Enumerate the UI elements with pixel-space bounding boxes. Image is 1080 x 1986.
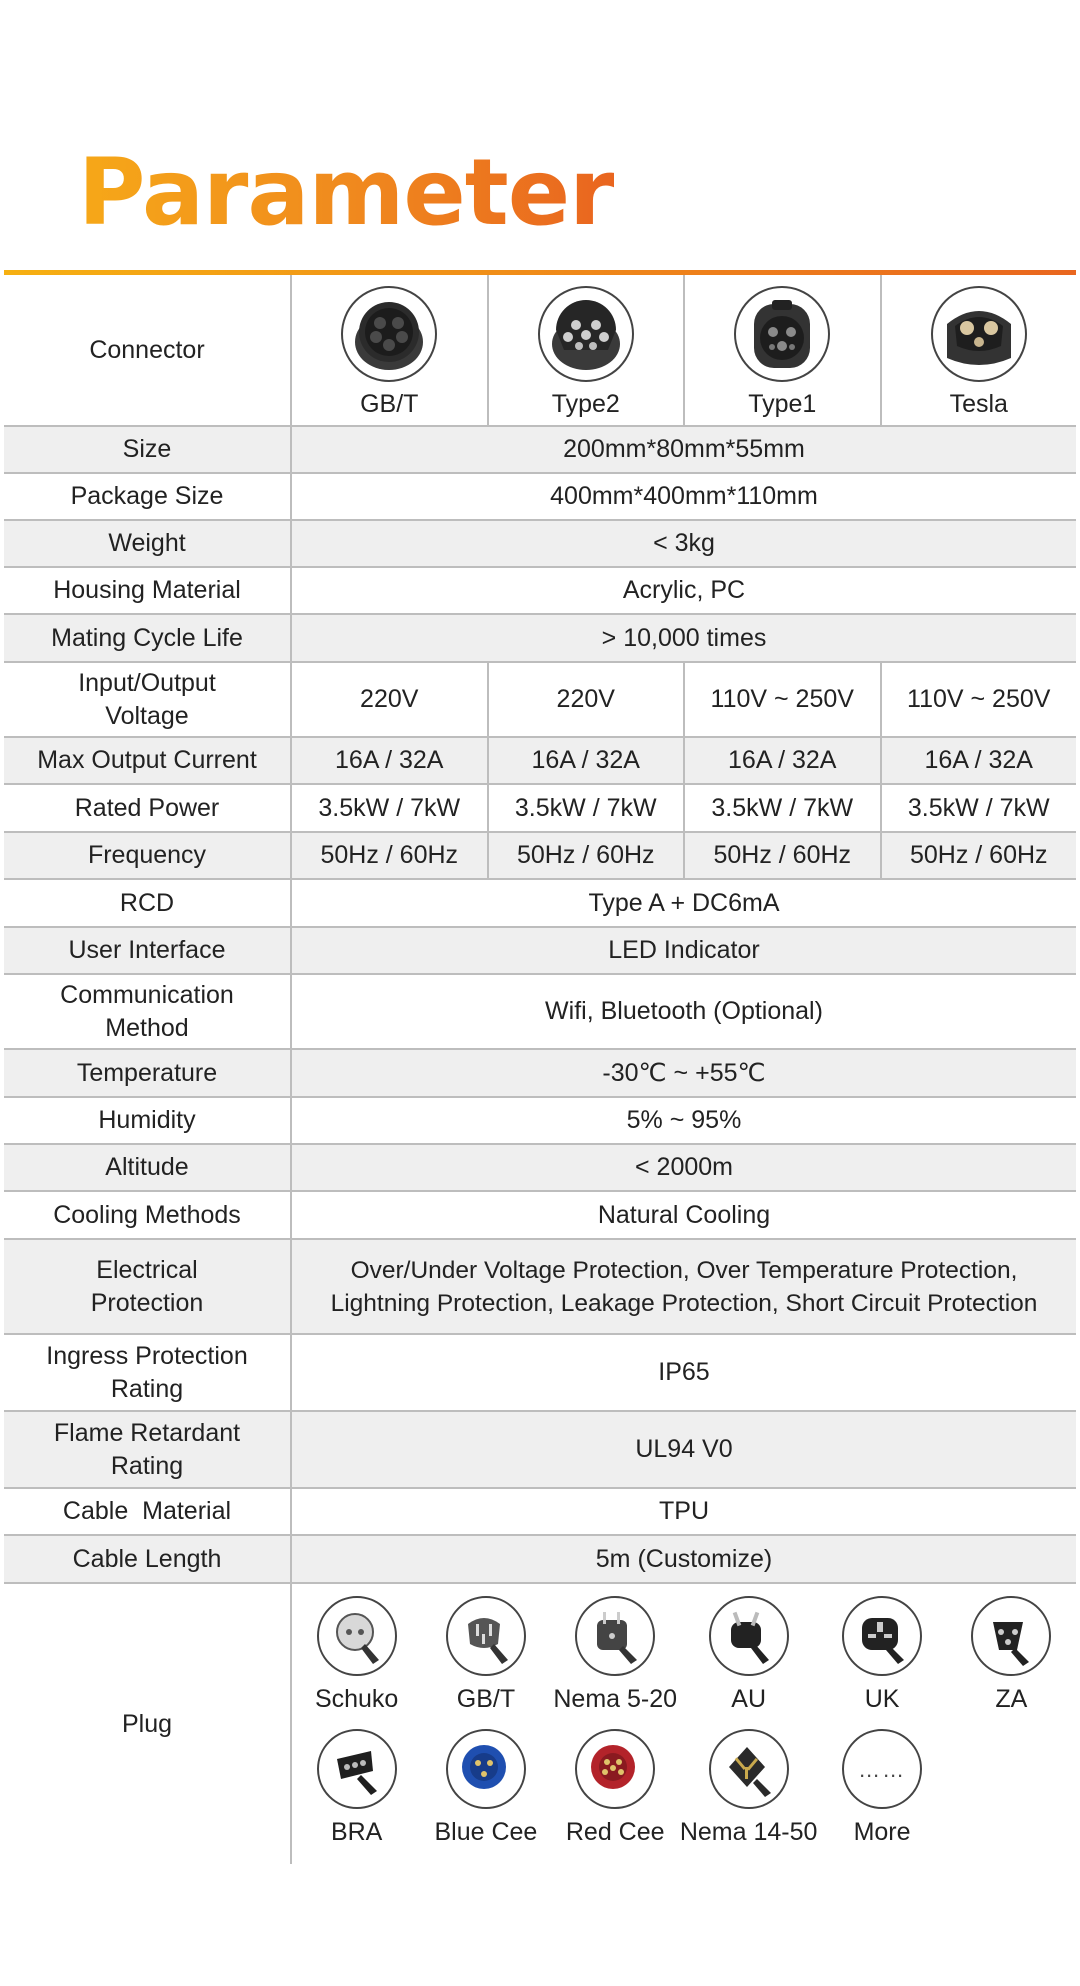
plug-item-red-cee xyxy=(551,1729,680,1849)
plug-item-au xyxy=(680,1596,818,1716)
plug-label: UK xyxy=(864,1685,900,1713)
label-line: Rating xyxy=(110,1451,184,1480)
row-label-connector: Connector xyxy=(4,275,290,427)
altitude-value: < 2000m xyxy=(290,1145,1076,1192)
connector-type1 xyxy=(683,275,880,427)
row-label-housing-material: Housing Material xyxy=(4,568,290,615)
size-value: 200mm*80mm*55mm xyxy=(290,427,1076,474)
row-label-temperature: Temperature xyxy=(4,1050,290,1098)
schuko-plug-icon xyxy=(317,1596,397,1676)
row-label-user-interface: User Interface xyxy=(4,928,290,975)
row-label-frequency: Frequency xyxy=(4,833,290,880)
gbt-plug-icon xyxy=(446,1596,526,1676)
row-label-size: Size xyxy=(4,427,290,474)
connector-name: Type2 xyxy=(551,390,620,418)
row-label-io-voltage xyxy=(4,663,290,738)
connector-name: Type1 xyxy=(748,390,817,418)
weight-value: < 3kg xyxy=(290,521,1076,568)
plug-options xyxy=(290,1584,1076,1864)
temperature-value: -30℃ ~ +55℃ xyxy=(290,1050,1076,1098)
connector-name: GB/T xyxy=(360,390,419,418)
label-line: Communication xyxy=(60,980,234,1009)
frequency-gbt: 50Hz / 60Hz xyxy=(290,833,487,880)
label-line: Rating xyxy=(110,1374,184,1403)
cable-length-value: 5m (Customize) xyxy=(290,1536,1076,1584)
plug-item-blue-cee xyxy=(421,1729,550,1849)
label-line: Ingress Protection xyxy=(46,1341,248,1370)
label-line: Electrical xyxy=(96,1255,198,1284)
communication-value: Wifi, Bluetooth (Optional) xyxy=(290,975,1076,1050)
bra-plug-icon xyxy=(317,1729,397,1809)
value-line: Over/Under Voltage Protection, Over Temperature Protection, xyxy=(350,1256,1018,1284)
package-size-value: 400mm*400mm*110mm xyxy=(290,474,1076,521)
value-line: Lightning Protection, Leakage Protection, Short Circuit Protection xyxy=(330,1289,1038,1317)
plug-label: BRA xyxy=(330,1818,383,1846)
plug-item-za xyxy=(947,1596,1076,1716)
connector-name: Tesla xyxy=(949,390,1008,418)
label-line: Protection xyxy=(90,1288,204,1317)
row-label-electrical-protection xyxy=(4,1240,290,1335)
plug-item-more xyxy=(817,1729,946,1849)
plug-grid xyxy=(292,1584,1076,1864)
rated-power-tesla: 3.5kW / 7kW xyxy=(880,785,1077,833)
plug-label: Red Cee xyxy=(565,1818,665,1846)
connector-gbt xyxy=(290,275,487,427)
rcd-value: Type A + DC6mA xyxy=(290,880,1076,928)
connector-type2 xyxy=(487,275,684,427)
label-line: Method xyxy=(105,1013,189,1042)
label-line: Flame Retardant xyxy=(53,1418,241,1447)
row-label-ingress-protection xyxy=(4,1335,290,1412)
page-title: Parameter xyxy=(78,139,614,246)
io-voltage-gbt: 220V xyxy=(290,663,487,738)
io-voltage-type2: 220V xyxy=(487,663,684,738)
plug-label: Blue Cee xyxy=(434,1818,538,1846)
nema-5-20-plug-icon xyxy=(575,1596,655,1676)
flame-retardant-value: UL94 V0 xyxy=(290,1412,1076,1489)
frequency-tesla: 50Hz / 60Hz xyxy=(880,833,1077,880)
row-label-flame-retardant xyxy=(4,1412,290,1489)
rated-power-gbt: 3.5kW / 7kW xyxy=(290,785,487,833)
user-interface-value: LED Indicator xyxy=(290,928,1076,975)
electrical-protection-value xyxy=(290,1240,1076,1335)
gbt-connector-icon xyxy=(341,286,437,382)
row-label-weight: Weight xyxy=(4,521,290,568)
za-plug-icon xyxy=(971,1596,1051,1676)
plug-label: Nema 5-20 xyxy=(553,1685,678,1713)
max-current-tesla: 16A / 32A xyxy=(880,738,1077,785)
red-cee-plug-icon xyxy=(575,1729,655,1809)
plug-label: Nema 14-50 xyxy=(679,1818,818,1846)
humidity-value: 5% ~ 95% xyxy=(290,1098,1076,1145)
frequency-type2: 50Hz / 60Hz xyxy=(487,833,684,880)
au-plug-icon xyxy=(709,1596,789,1676)
plug-label: AU xyxy=(731,1685,766,1713)
row-label-rated-power: Rated Power xyxy=(4,785,290,833)
housing-material-value: Acrylic, PC xyxy=(290,568,1076,615)
plug-label: More xyxy=(853,1818,911,1846)
plug-label: ZA xyxy=(995,1685,1028,1713)
plug-item-nema-5-20 xyxy=(551,1596,680,1716)
ingress-protection-value: IP65 xyxy=(290,1335,1076,1412)
rated-power-type2: 3.5kW / 7kW xyxy=(487,785,684,833)
plug-label: GB/T xyxy=(456,1685,516,1713)
connector-tesla xyxy=(880,275,1077,427)
row-label-package-size: Package Size xyxy=(4,474,290,521)
row-label-mating-cycle-life: Mating Cycle Life xyxy=(4,615,290,663)
io-voltage-tesla: 110V ~ 250V xyxy=(880,663,1077,738)
row-label-communication xyxy=(4,975,290,1050)
mating-cycle-life-value: > 10,000 times xyxy=(290,615,1076,663)
plug-item-nema-14-50 xyxy=(680,1729,818,1849)
more-dots: …… xyxy=(858,1756,907,1782)
plug-item-bra xyxy=(292,1729,421,1849)
nema-14-50-plug-icon xyxy=(709,1729,789,1809)
row-label-rcd: RCD xyxy=(4,880,290,928)
plug-item-schuko xyxy=(292,1596,421,1716)
max-current-type2: 16A / 32A xyxy=(487,738,684,785)
frequency-type1: 50Hz / 60Hz xyxy=(683,833,880,880)
io-voltage-type1: 110V ~ 250V xyxy=(683,663,880,738)
plug-label: Schuko xyxy=(314,1685,399,1713)
row-label-cable-length: Cable Length xyxy=(4,1536,290,1584)
label-line: Voltage xyxy=(105,701,189,730)
row-label-cooling: Cooling Methods xyxy=(4,1192,290,1240)
row-label-altitude: Altitude xyxy=(4,1145,290,1192)
more-icon xyxy=(842,1729,922,1809)
rated-power-type1: 3.5kW / 7kW xyxy=(683,785,880,833)
row-label-max-output-current: Max Output Current xyxy=(4,738,290,785)
cable-material-value: TPU xyxy=(290,1489,1076,1536)
type1-connector-icon xyxy=(734,286,830,382)
cooling-value: Natural Cooling xyxy=(290,1192,1076,1240)
label-line: Input/Output xyxy=(78,668,216,697)
max-current-gbt: 16A / 32A xyxy=(290,738,487,785)
parameter-table xyxy=(4,275,1076,1864)
row-label-plug: Plug xyxy=(121,1709,173,1738)
blue-cee-plug-icon xyxy=(446,1729,526,1809)
tesla-connector-icon xyxy=(931,286,1027,382)
type2-connector-icon xyxy=(538,286,634,382)
uk-plug-icon xyxy=(842,1596,922,1676)
plug-item-gbt xyxy=(421,1596,550,1716)
row-label-cable-material: Cable Material xyxy=(4,1489,290,1536)
row-label-humidity: Humidity xyxy=(4,1098,290,1145)
plug-item-uk xyxy=(817,1596,946,1716)
max-current-type1: 16A / 32A xyxy=(683,738,880,785)
